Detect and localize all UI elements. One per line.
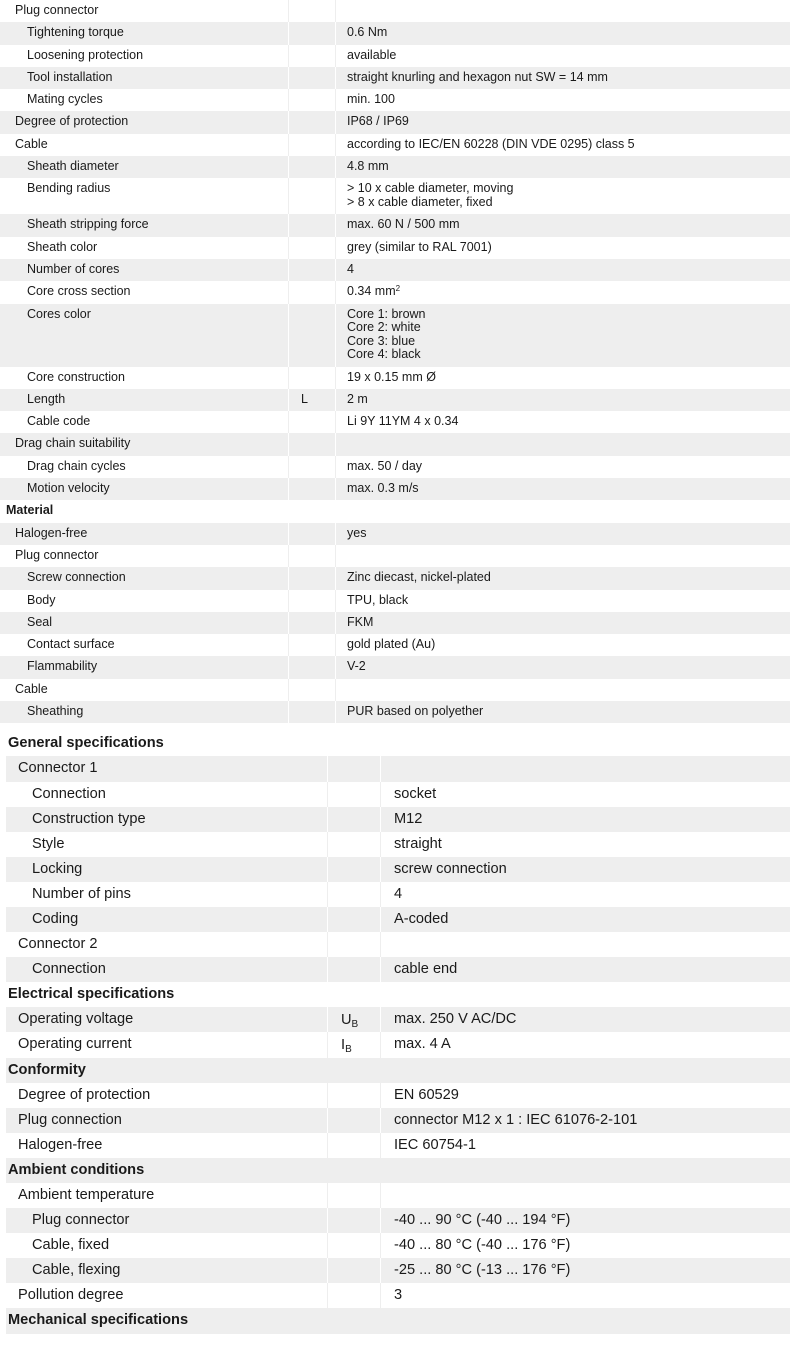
spec-value: 19 x 0.15 mm Ø <box>347 369 436 384</box>
spec-label: Connector 1 <box>18 760 98 777</box>
spec-symbol: L <box>288 389 336 411</box>
spec-label: Halogen-free <box>15 525 88 540</box>
spec-value: max. 50 / day <box>347 458 423 473</box>
spec-row <box>6 782 790 807</box>
spec-value: available <box>347 47 397 62</box>
spec-row <box>0 214 790 236</box>
spec-symbol <box>288 656 336 678</box>
spec-symbol <box>327 832 381 857</box>
general-spec-table <box>0 731 790 1333</box>
section-header-row <box>0 500 790 522</box>
spec-symbol: $I_B$ <box>327 1032 381 1057</box>
spec-symbol <box>288 214 336 236</box>
spec-value: 4 <box>394 885 403 902</box>
spec-label: Plug connector <box>32 1212 130 1229</box>
spec-symbol <box>327 857 381 882</box>
spec-row <box>0 679 790 701</box>
spec-label: Halogen-free <box>18 1136 103 1153</box>
spec-value: -25 ... 80 °C (-13 ... 176 °F) <box>394 1262 571 1279</box>
spec-symbol <box>288 523 336 545</box>
spec-symbol <box>288 304 336 367</box>
spec-label: Cable code <box>27 414 91 429</box>
spec-value: Core 1: brown Core 2: white Core 3: blue Core 4: black <box>347 306 426 362</box>
symbol-subscript: B <box>345 1044 352 1056</box>
spec-value: 3 <box>394 1287 403 1304</box>
spec-symbol <box>327 1183 381 1208</box>
spec-symbol: $U_B$ <box>327 1007 381 1032</box>
spec-row <box>0 45 790 67</box>
section-title: Ambient conditions <box>8 1161 145 1178</box>
spec-symbol <box>327 1108 381 1133</box>
spec-row <box>0 134 790 156</box>
spec-row <box>6 1133 790 1158</box>
spec-symbol <box>288 67 336 89</box>
spec-value: -40 ... 90 °C (-40 ... 194 °F) <box>394 1212 571 1229</box>
spec-symbol <box>288 259 336 281</box>
spec-label: Core cross section <box>27 284 131 299</box>
spec-label: Tightening torque <box>27 25 124 40</box>
spec-value: connector M12 x 1 : IEC 61076-2-101 <box>394 1111 638 1128</box>
spec-symbol <box>288 178 336 214</box>
spec-row <box>6 907 790 932</box>
spec-row <box>0 612 790 634</box>
spec-value: yes <box>347 525 367 540</box>
spec-label: Cores color <box>27 306 91 321</box>
spec-label: Length <box>27 391 66 406</box>
spec-value: max. 60 N / 500 mm <box>347 217 460 232</box>
spec-symbol <box>288 89 336 111</box>
section-title: Electrical specifications <box>8 986 175 1003</box>
spec-row <box>6 1283 790 1308</box>
spec-row <box>0 0 790 22</box>
spec-value: IEC 60754-1 <box>394 1136 476 1153</box>
spec-value: > 10 x cable diameter, moving > 8 x cable diameter, fixed <box>347 181 514 209</box>
spec-value: 2 m <box>347 391 368 406</box>
spec-symbol <box>327 882 381 907</box>
spec-value: according to IEC/EN 60228 (DIN VDE 0295) class 5 <box>347 136 635 151</box>
spec-label: Cable, fixed <box>32 1237 110 1254</box>
spec-label: Ambient temperature <box>18 1187 155 1203</box>
spec-symbol <box>288 590 336 612</box>
spec-row <box>0 389 790 411</box>
spec-row <box>0 545 790 567</box>
spec-value: straight <box>394 835 442 852</box>
spec-symbol <box>327 907 381 932</box>
spec-label: Cable <box>15 681 48 696</box>
spec-row <box>0 304 790 367</box>
spec-symbol <box>327 1083 381 1108</box>
spec-row <box>0 523 790 545</box>
spec-value: 4.8 mm <box>347 159 389 174</box>
section-header-row <box>6 1158 790 1183</box>
spec-label: Cable, flexing <box>32 1262 121 1279</box>
section-title: Material <box>6 503 54 518</box>
spec-label: Seal <box>27 614 53 629</box>
spec-row <box>0 567 790 589</box>
spec-symbol <box>288 156 336 178</box>
spec-row <box>6 932 790 957</box>
spec-label: Motion velocity <box>27 481 110 496</box>
spec-row <box>6 1183 790 1208</box>
spec-value: 4 <box>347 261 354 276</box>
spec-symbol <box>327 932 381 957</box>
spec-label: Flammability <box>27 659 98 674</box>
spec-symbol <box>288 612 336 634</box>
spec-value: min. 100 <box>347 92 395 107</box>
spec-label: Sheath diameter <box>27 159 119 174</box>
spec-row <box>6 1007 790 1032</box>
spec-row <box>6 1083 790 1108</box>
spec-row <box>0 281 790 303</box>
spec-symbol <box>327 756 381 781</box>
spec-symbol <box>288 281 336 303</box>
spec-row <box>0 433 790 455</box>
spec-symbol <box>288 456 336 478</box>
section-header-row <box>6 1308 790 1333</box>
spec-value: Li 9Y 11YM 4 x 0.34 <box>347 414 459 429</box>
spec-label: Sheath color <box>27 239 98 254</box>
spec-row <box>0 156 790 178</box>
spec-row <box>0 590 790 612</box>
spec-row <box>0 367 790 389</box>
spec-label: Sheath stripping force <box>27 217 149 232</box>
spec-symbol <box>288 478 336 500</box>
spec-symbol <box>327 1133 381 1158</box>
spec-label: Connection <box>32 961 106 978</box>
spec-label: Number of pins <box>32 885 131 902</box>
spec-label: Connector 2 <box>18 936 98 953</box>
spec-label: Degree of protection <box>15 114 129 129</box>
spec-row <box>6 857 790 882</box>
spec-row <box>6 1208 790 1233</box>
spec-value: M12 <box>394 810 423 827</box>
spec-label: Mating cycles <box>27 92 103 107</box>
spec-row <box>6 832 790 857</box>
spec-label: Construction type <box>32 810 146 827</box>
spec-label: Plug connector <box>15 547 99 562</box>
spec-symbol <box>288 367 336 389</box>
spec-symbol <box>288 679 336 701</box>
section-title: Mechanical specifications <box>8 1312 189 1329</box>
spec-row <box>6 807 790 832</box>
spec-symbol <box>288 567 336 589</box>
spec-label: Plug connector <box>15 3 99 17</box>
spec-label: Degree of protection <box>18 1086 151 1103</box>
spec-value: EN 60529 <box>394 1086 459 1103</box>
spec-value: max. 250 V AC/DC <box>394 1011 517 1028</box>
spec-label: Drag chain suitability <box>15 436 131 451</box>
spec-row <box>6 756 790 781</box>
spec-value: FKM <box>347 614 374 629</box>
spec-symbol <box>327 807 381 832</box>
spec-label: Loosening protection <box>27 47 144 62</box>
spec-label: Screw connection <box>27 570 126 585</box>
table-divider <box>0 723 790 731</box>
section-header-row <box>6 982 790 1007</box>
spec-row <box>6 957 790 982</box>
spec-row <box>0 67 790 89</box>
spec-label: Bending radius <box>27 181 111 196</box>
spec-symbol <box>288 237 336 259</box>
spec-row <box>0 22 790 44</box>
section-title: General specifications <box>8 735 164 752</box>
spec-value: max. 0.3 m/s <box>347 481 419 496</box>
spec-row <box>6 1258 790 1283</box>
spec-symbol <box>327 957 381 982</box>
spec-label: Number of cores <box>27 261 120 276</box>
spec-label: Connection <box>32 785 106 802</box>
spec-label: Pollution degree <box>18 1287 124 1304</box>
spec-value: PUR based on polyether <box>347 704 484 719</box>
spec-symbol <box>288 433 336 455</box>
spec-symbol <box>327 1208 381 1233</box>
spec-value: Zinc diecast, nickel-plated <box>347 570 491 585</box>
spec-row <box>0 656 790 678</box>
spec-label: Contact surface <box>27 637 115 652</box>
spec-symbol <box>288 634 336 656</box>
spec-symbol <box>288 111 336 133</box>
spec-value: cable end <box>394 961 458 978</box>
spec-row <box>6 1108 790 1133</box>
spec-value: TPU, black <box>347 592 409 607</box>
spec-symbol <box>288 134 336 156</box>
spec-label: Operating current <box>18 1036 132 1053</box>
value-superscript: 2 <box>395 284 401 294</box>
spec-label: Sheathing <box>27 704 84 719</box>
spec-symbol <box>288 701 336 723</box>
section-title: Conformity <box>8 1061 86 1078</box>
spec-label: Tool installation <box>27 69 113 84</box>
spec-value: grey (similar to RAL 7001) <box>347 239 492 254</box>
spec-value: V-2 <box>347 659 366 674</box>
spec-row <box>0 701 790 723</box>
spec-symbol <box>327 1233 381 1258</box>
spec-label: Core construction <box>27 369 125 384</box>
spec-label: Operating voltage <box>18 1011 134 1028</box>
spec-symbol <box>288 45 336 67</box>
section-header-row <box>6 1058 790 1083</box>
spec-label: Coding <box>32 910 79 927</box>
spec-symbol <box>288 22 336 44</box>
spec-symbol <box>327 1283 381 1308</box>
spec-symbol <box>288 0 336 22</box>
spec-row <box>0 478 790 500</box>
spec-symbol <box>288 411 336 433</box>
spec-symbol <box>327 1258 381 1283</box>
spec-value: IP68 / IP69 <box>347 114 409 129</box>
section-header-row <box>6 731 790 756</box>
spec-row <box>0 456 790 478</box>
spec-row <box>0 178 790 214</box>
spec-symbol <box>288 545 336 567</box>
spec-value: gold plated (Au) <box>347 637 436 652</box>
spec-value: 0.34 $mm^2$ <box>347 284 401 299</box>
spec-label: Style <box>32 835 65 852</box>
spec-value: max. 4 A <box>394 1036 451 1053</box>
spec-value: -40 ... 80 °C (-40 ... 176 °F) <box>394 1237 571 1254</box>
symbol-subscript: B <box>351 1019 359 1031</box>
spec-row <box>0 411 790 433</box>
spec-label: Body <box>27 592 56 607</box>
spec-value: socket <box>394 785 437 802</box>
spec-value: A-coded <box>394 910 449 927</box>
spec-row <box>0 111 790 133</box>
spec-value: screw connection <box>394 860 507 877</box>
spec-label: Locking <box>32 860 83 877</box>
spec-label: Cable <box>15 136 48 151</box>
spec-row <box>0 237 790 259</box>
spec-label: Drag chain cycles <box>27 458 126 473</box>
spec-label: Plug connection <box>18 1111 122 1128</box>
spec-row <box>6 882 790 907</box>
spec-row <box>6 1233 790 1258</box>
spec-symbol <box>327 782 381 807</box>
spec-row <box>0 89 790 111</box>
spec-row <box>6 1032 790 1057</box>
spec-value: 0.6 Nm <box>347 25 388 40</box>
spec-row <box>0 634 790 656</box>
spec-row <box>0 259 790 281</box>
spec-value: straight knurling and hexagon nut SW = 14 mm <box>347 69 608 84</box>
